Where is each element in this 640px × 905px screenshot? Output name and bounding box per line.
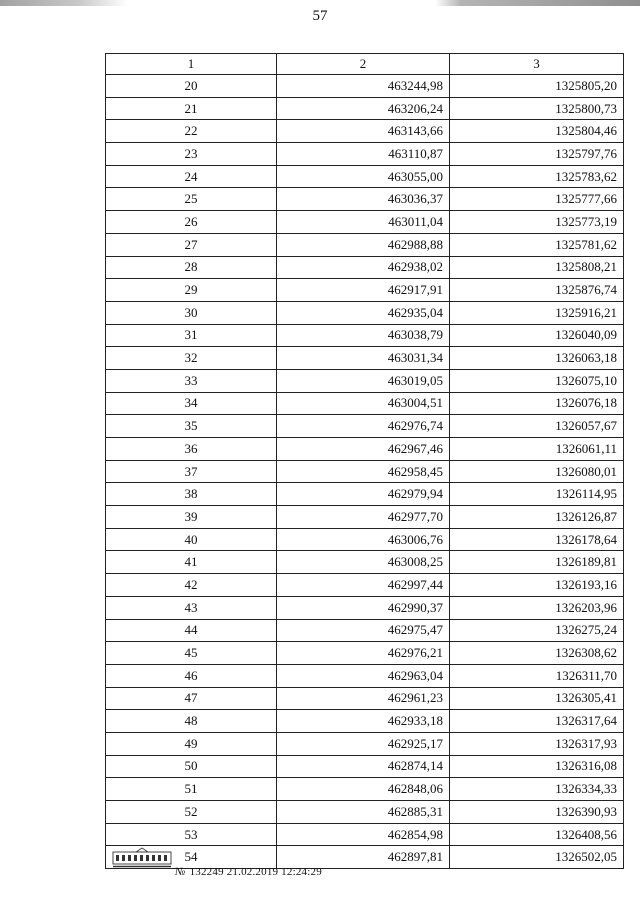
page-number: 57 xyxy=(312,8,328,24)
point-number-cell: 42 xyxy=(106,574,277,597)
point-number-cell: 26 xyxy=(106,211,277,234)
coordinate-y-cell: 1326076,18 xyxy=(450,392,624,415)
building-stamp-icon xyxy=(112,847,172,869)
point-number-cell: 38 xyxy=(106,483,277,506)
point-number-cell: 34 xyxy=(106,392,277,415)
point-number-cell: 47 xyxy=(106,687,277,710)
coordinate-y-cell: 1325777,66 xyxy=(450,188,624,211)
table-row xyxy=(106,256,624,279)
coordinate-y-cell: 1326311,70 xyxy=(450,664,624,687)
point-number-cell: 51 xyxy=(106,778,277,801)
table-row xyxy=(106,211,624,234)
coordinate-y-cell: 1326126,87 xyxy=(450,506,624,529)
coordinate-x-cell: 462967,46 xyxy=(277,438,450,461)
coordinate-y-cell: 1326275,24 xyxy=(450,619,624,642)
coordinate-y-cell: 1325916,21 xyxy=(450,301,624,324)
table-row xyxy=(106,233,624,256)
point-number-cell: 35 xyxy=(106,415,277,438)
coordinate-y-cell: 1325797,76 xyxy=(450,143,624,166)
coordinate-y-cell: 1326040,09 xyxy=(450,324,624,347)
point-number-cell: 27 xyxy=(106,233,277,256)
table-row xyxy=(106,574,624,597)
table-row xyxy=(106,438,624,461)
point-number-cell: 37 xyxy=(106,460,277,483)
coordinate-y-cell: 1326075,10 xyxy=(450,369,624,392)
table-row xyxy=(106,279,624,302)
coordinate-x-cell: 463055,00 xyxy=(277,165,450,188)
point-number-cell: 53 xyxy=(106,823,277,846)
point-number-cell: 24 xyxy=(106,165,277,188)
coordinate-y-cell: 1325876,74 xyxy=(450,279,624,302)
coordinate-x-cell: 462854,98 xyxy=(277,823,450,846)
table-row xyxy=(106,596,624,619)
coordinate-y-cell: 1326203,96 xyxy=(450,596,624,619)
table-row xyxy=(106,664,624,687)
coordinate-y-cell: 1326317,93 xyxy=(450,732,624,755)
coordinate-y-cell: 1325783,62 xyxy=(450,165,624,188)
coordinate-x-cell: 463036,37 xyxy=(277,188,450,211)
table-row xyxy=(106,755,624,778)
point-number-cell: 41 xyxy=(106,551,277,574)
table-row xyxy=(106,778,624,801)
point-number-cell: 52 xyxy=(106,801,277,824)
coordinate-x-cell: 462976,21 xyxy=(277,642,450,665)
table-row xyxy=(106,732,624,755)
table-row xyxy=(106,143,624,166)
coordinate-y-cell: 1326193,16 xyxy=(450,574,624,597)
coordinate-x-cell: 462917,91 xyxy=(277,279,450,302)
table-row xyxy=(106,97,624,120)
coordinate-y-cell: 1326502,05 xyxy=(450,846,624,869)
coordinates-table xyxy=(105,53,624,869)
coordinate-x-cell: 462997,44 xyxy=(277,574,450,597)
coordinate-x-cell: 463004,51 xyxy=(277,392,450,415)
table-row xyxy=(106,347,624,370)
coordinate-y-cell: 1326114,95 xyxy=(450,483,624,506)
table-row xyxy=(106,823,624,846)
table-row xyxy=(106,120,624,143)
coordinate-x-cell: 463143,66 xyxy=(277,120,450,143)
registration-stamp-text: 132249 21.02.2019 12:24:29 xyxy=(189,866,322,878)
table-row xyxy=(106,75,624,98)
coordinate-x-cell: 462976,74 xyxy=(277,415,450,438)
coordinate-x-cell: 462958,45 xyxy=(277,460,450,483)
coordinate-y-cell: 1326408,56 xyxy=(450,823,624,846)
table-row xyxy=(106,710,624,733)
coordinate-y-cell: 1325800,73 xyxy=(450,97,624,120)
table-row xyxy=(106,642,624,665)
coordinate-x-cell: 463206,24 xyxy=(277,97,450,120)
point-number-cell: 44 xyxy=(106,619,277,642)
table-row xyxy=(106,687,624,710)
coordinate-x-cell: 462963,04 xyxy=(277,664,450,687)
coordinate-x-cell: 463019,05 xyxy=(277,369,450,392)
coordinate-x-cell: 463006,76 xyxy=(277,528,450,551)
table-row xyxy=(106,506,624,529)
point-number-cell: 22 xyxy=(106,120,277,143)
point-number-cell: 43 xyxy=(106,596,277,619)
coordinate-x-cell: 462961,23 xyxy=(277,687,450,710)
coordinate-x-cell: 462988,88 xyxy=(277,233,450,256)
table-row xyxy=(106,392,624,415)
document-footer xyxy=(175,866,322,878)
coordinate-x-cell: 462874,14 xyxy=(277,755,450,778)
point-number-cell: 39 xyxy=(106,506,277,529)
coordinate-y-cell: 1325773,19 xyxy=(450,211,624,234)
point-number-cell: 48 xyxy=(106,710,277,733)
table-row xyxy=(106,301,624,324)
coordinate-x-cell: 462885,31 xyxy=(277,801,450,824)
coordinate-x-cell: 463244,98 xyxy=(277,75,450,98)
coordinate-y-cell: 1325808,21 xyxy=(450,256,624,279)
coordinate-x-cell: 462933,18 xyxy=(277,710,450,733)
column-header-1: 1 xyxy=(106,54,277,75)
coordinate-y-cell: 1326317,64 xyxy=(450,710,624,733)
table-row xyxy=(106,551,624,574)
coordinate-x-cell: 463038,79 xyxy=(277,324,450,347)
coordinate-y-cell: 1326080,01 xyxy=(450,460,624,483)
coordinate-y-cell: 1326178,64 xyxy=(450,528,624,551)
coordinate-y-cell: 1326189,81 xyxy=(450,551,624,574)
coordinate-y-cell: 1326063,18 xyxy=(450,347,624,370)
column-header-3: 3 xyxy=(450,54,624,75)
point-number-cell: 40 xyxy=(106,528,277,551)
point-number-cell: 33 xyxy=(106,369,277,392)
coordinate-y-cell: 1326061,11 xyxy=(450,438,624,461)
point-number-cell: 29 xyxy=(106,279,277,302)
table-row xyxy=(106,415,624,438)
coordinate-y-cell: 1326390,93 xyxy=(450,801,624,824)
coordinate-x-cell: 462990,37 xyxy=(277,596,450,619)
coordinate-x-cell: 462979,94 xyxy=(277,483,450,506)
coordinate-x-cell: 462925,17 xyxy=(277,732,450,755)
point-number-cell: 54 xyxy=(106,846,277,869)
point-number-cell: 50 xyxy=(106,755,277,778)
coordinate-x-cell: 463110,87 xyxy=(277,143,450,166)
point-number-cell: 45 xyxy=(106,642,277,665)
point-number-cell: 30 xyxy=(106,301,277,324)
point-number-cell: 36 xyxy=(106,438,277,461)
table-row xyxy=(106,460,624,483)
coordinate-y-cell: 1326057,67 xyxy=(450,415,624,438)
table-row xyxy=(106,324,624,347)
table-row xyxy=(106,801,624,824)
point-number-cell: 32 xyxy=(106,347,277,370)
table-row xyxy=(106,619,624,642)
coordinate-x-cell: 462848,06 xyxy=(277,778,450,801)
table-row xyxy=(106,188,624,211)
point-number-cell: 28 xyxy=(106,256,277,279)
coordinate-y-cell: 1326316,08 xyxy=(450,755,624,778)
point-number-cell: 31 xyxy=(106,324,277,347)
coordinate-y-cell: 1326308,62 xyxy=(450,642,624,665)
point-number-cell: 49 xyxy=(106,732,277,755)
table-row xyxy=(106,483,624,506)
point-number-cell: 46 xyxy=(106,664,277,687)
coordinate-y-cell: 1326305,41 xyxy=(450,687,624,710)
point-number-cell: 20 xyxy=(106,75,277,98)
table-row xyxy=(106,528,624,551)
coordinate-x-cell: 462938,02 xyxy=(277,256,450,279)
coordinate-y-cell: 1325804,46 xyxy=(450,120,624,143)
coordinate-x-cell: 463011,04 xyxy=(277,211,450,234)
table-header-row xyxy=(106,54,624,75)
coordinate-x-cell: 463031,34 xyxy=(277,347,450,370)
point-number-cell: 23 xyxy=(106,143,277,166)
table-row xyxy=(106,165,624,188)
coordinate-y-cell: 1325805,20 xyxy=(450,75,624,98)
coordinate-x-cell: 462977,70 xyxy=(277,506,450,529)
coordinate-x-cell: 462975,47 xyxy=(277,619,450,642)
number-sign: № xyxy=(175,866,186,878)
point-number-cell: 25 xyxy=(106,188,277,211)
coordinate-y-cell: 1325781,62 xyxy=(450,233,624,256)
scan-edge xyxy=(0,0,640,6)
coordinate-x-cell: 463008,25 xyxy=(277,551,450,574)
coordinate-y-cell: 1326334,33 xyxy=(450,778,624,801)
point-number-cell: 21 xyxy=(106,97,277,120)
coordinate-x-cell: 462897,81 xyxy=(277,846,450,869)
column-header-2: 2 xyxy=(277,54,450,75)
coordinate-x-cell: 462935,04 xyxy=(277,301,450,324)
table-row xyxy=(106,369,624,392)
